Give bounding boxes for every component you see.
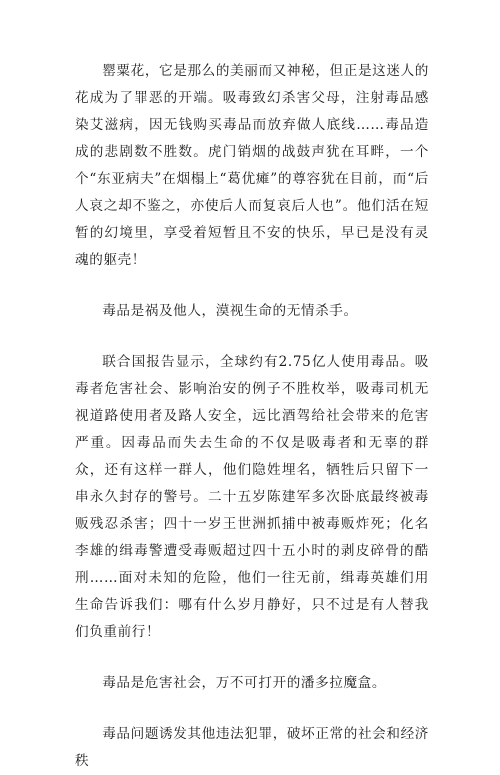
document-page	[75, 58, 429, 775]
paragraph-heading-killer: 毒品是祸及他人，漠视生命的无情杀手。	[102, 303, 358, 319]
paragraph-poppy: 罂粟花，它是那么的美丽而又神秘，但正是这迷人的花成为了罪恶的开端。吸毒致幻杀害父母，注射毒品感染艾滋病，因无钱购买毒品而放弃做人底线……毒品造成的悲剧数不胜数。虎门销烟的战鼓声犹在耳畔，一个个“东亚病夫”在烟榻上“葛优瘫”的尊容犹在目前，而“后人哀之却不鉴之，亦使后人而复哀后人也”。他们活在短暂的幻境里，享受着短暂且不安的快乐，早已是没有灵魂的躯壳！	[75, 63, 429, 268]
paragraph-crime: 毒品问题诱发其他违法犯罪，破坏正常的社会和经济秩	[75, 726, 429, 769]
paragraph-un-report: 联合国报告显示，全球约有2.75亿人使用毒品。吸毒者危害社会、影响治安的例子不胜枚举，吸毒司机无视道路使用者及路人安全，远比酒驾给社会带来的危害严重。因毒品而失去生命的不仅是吸毒者和无辜的群众，还有这样一群人，他们隐姓埋名，牺牲后只留下一串永久封存的警号。二十五岁陈建军多次卧底最终被毒贩残忍杀害；四十一岁王世洲抓捕中被毒贩炸死；化名李雄的缉毒警遭受毒贩超过四十五小时的剥皮碎骨的酷刑……面对未知的危险，他们一往无前，缉毒英雄们用生命告诉我们：哪有什么岁月静好，只不过是有人替我们负重前行！	[75, 354, 429, 640]
paragraph-heading-pandora: 毒品是危害社会，万不可打开的潘多拉魔盒。	[102, 675, 387, 691]
